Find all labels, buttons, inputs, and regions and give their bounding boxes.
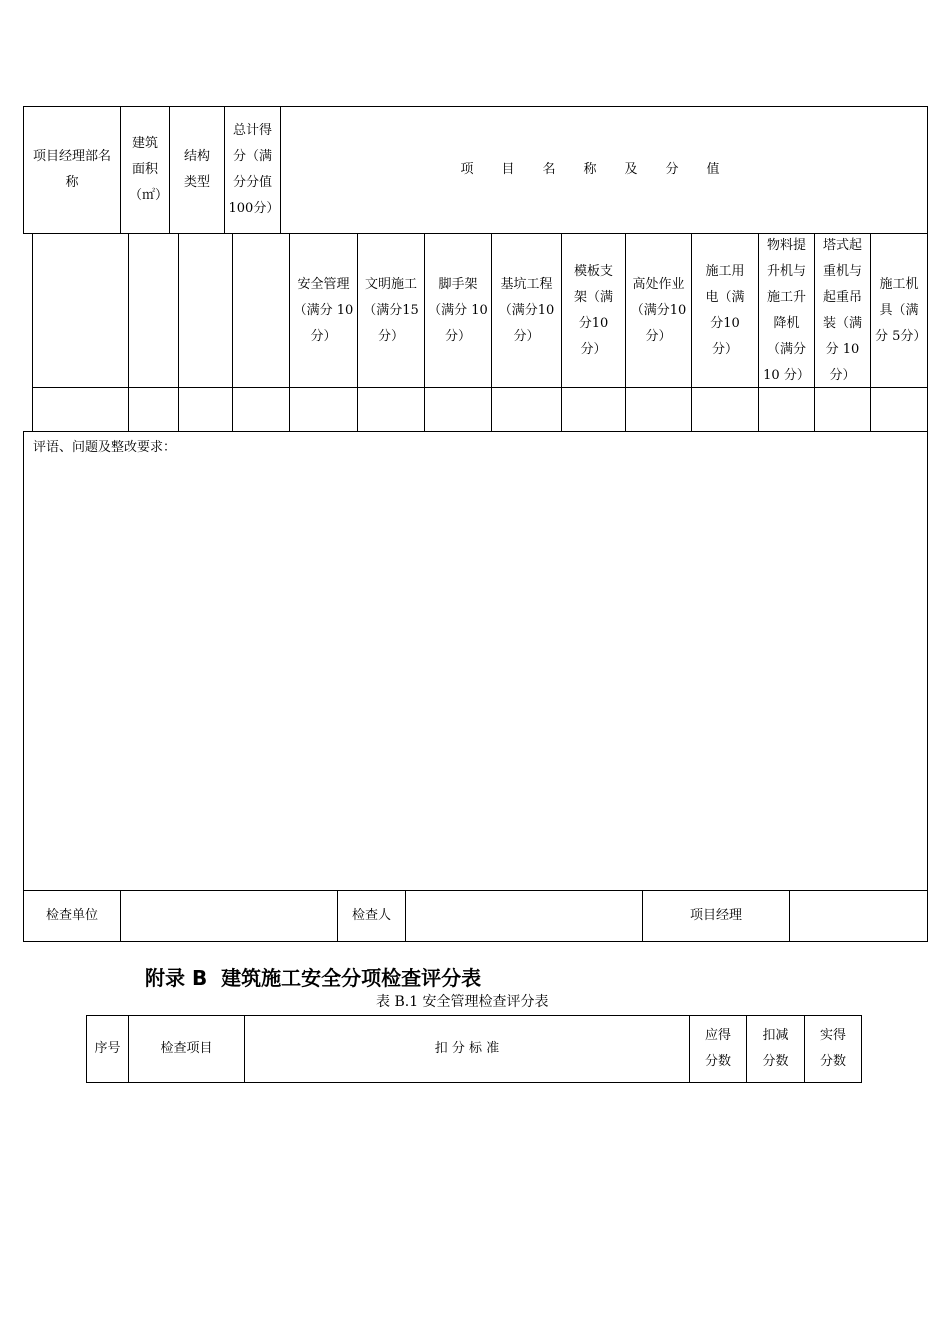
item-work-at-height: 高处作业（满分10 分）: [625, 233, 692, 388]
appendix-subtitle: 表 B.1 安全管理检查评分表: [376, 994, 549, 1010]
item-formwork: 模板支架（满分10 分）: [561, 233, 626, 388]
appendix-header-due-score: 应得分数: [689, 1015, 747, 1083]
item-civilized-construction: 文明施工（满分15 分）: [357, 233, 425, 388]
appendix-title: 附录 B 建筑施工安全分项检查评分表: [145, 966, 482, 990]
appendix-header-item: 检查项目: [128, 1015, 245, 1083]
item-construction-tools: 施工机具（满分 5分）: [870, 233, 928, 388]
item-material-hoist: 物料提升机与施工升降机（满分10 分）: [758, 233, 815, 388]
footer-unit-label: 检查单位: [23, 890, 121, 942]
appendix-header-actual-score: 实得分数: [804, 1015, 862, 1083]
items-row-blank-4: [232, 233, 290, 388]
score-cell: [178, 387, 233, 432]
score-cell: [128, 387, 179, 432]
item-safety-management: 安全管理（满分 10分）: [289, 233, 358, 388]
footer-manager-value: [789, 890, 928, 942]
score-cell: [758, 387, 815, 432]
score-cell: [870, 387, 928, 432]
header-area: 建筑面积（㎡）: [120, 106, 170, 234]
comments-box: [23, 431, 928, 891]
score-cell: [625, 387, 692, 432]
score-cell: [424, 387, 492, 432]
item-tower-crane: 塔式起重机与起重吊装（满分 10分）: [814, 233, 871, 388]
score-cell: [491, 387, 562, 432]
appendix-header-seq: 序号: [86, 1015, 129, 1083]
footer-manager-label: 项目经理: [642, 890, 790, 942]
header-items-title: 项目名称及分值: [280, 106, 928, 234]
score-cell: [232, 387, 290, 432]
header-structure: 结构类型: [169, 106, 225, 234]
comments-label: 评语、问题及整改要求：: [33, 440, 177, 455]
header-dept-name: 项目经理部名 称: [23, 106, 121, 234]
footer-unit-value: [120, 890, 338, 942]
footer-inspector-label: 检查人: [337, 890, 406, 942]
footer-inspector-value: [405, 890, 643, 942]
items-row-blank-3: [178, 233, 233, 388]
score-cell: [814, 387, 871, 432]
score-cell: [32, 387, 129, 432]
score-cell: [561, 387, 626, 432]
score-cell: [357, 387, 425, 432]
item-scaffold: 脚手架（满分 10分）: [424, 233, 492, 388]
score-cell: [289, 387, 358, 432]
header-total-score: 总计得分（满分分值100分）: [224, 106, 281, 234]
appendix-header-deduction: 扣减分数: [746, 1015, 805, 1083]
items-row-blank-1: [32, 233, 129, 388]
appendix-header-criteria: 扣 分 标 准: [244, 1015, 690, 1083]
item-electricity: 施工用电（满分10分）: [691, 233, 759, 388]
item-foundation-pit: 基坑工程（满分10 分）: [491, 233, 562, 388]
score-cell: [691, 387, 759, 432]
items-row-blank-2: [128, 233, 179, 388]
